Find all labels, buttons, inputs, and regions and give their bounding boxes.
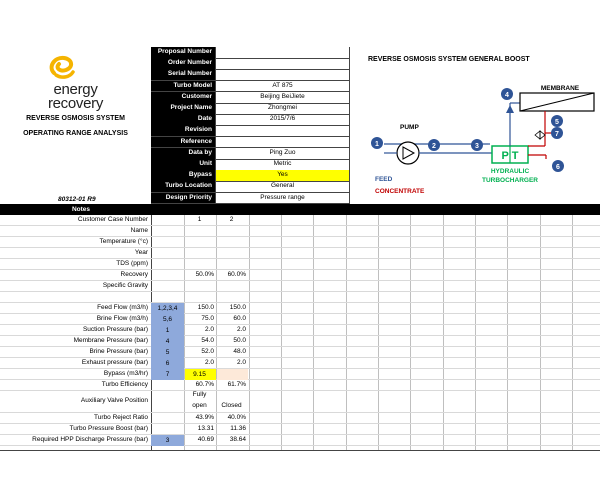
proposal-value[interactable]: Ping Zuo xyxy=(215,148,349,159)
proposal-label: Date xyxy=(151,114,215,125)
grid-line xyxy=(0,390,600,391)
ref-cell: 1 xyxy=(151,325,184,336)
row-label: Temperature (°c) xyxy=(99,238,148,245)
grid-line xyxy=(346,215,347,450)
value-cell[interactable]: 61.7% xyxy=(227,381,246,388)
value-cell[interactable]: 50.0 xyxy=(233,337,246,344)
bypass-flow-case-2[interactable] xyxy=(217,369,248,380)
case-2-value[interactable]: 2 xyxy=(229,216,234,223)
proposal-row xyxy=(151,47,349,59)
node-6-label: 6 xyxy=(556,164,560,171)
proposal-value[interactable]: AT 875 xyxy=(215,81,349,92)
proposal-value[interactable] xyxy=(215,69,349,80)
grid-line xyxy=(0,302,600,303)
turbocharger-label: TURBOCHARGER xyxy=(482,177,538,184)
row-label: Bypass (m3/hr) xyxy=(103,370,148,377)
proposal-label: Turbo Location xyxy=(151,181,215,192)
proposal-row xyxy=(151,193,349,205)
value-cell[interactable]: 60.7% xyxy=(195,381,214,388)
grid-line xyxy=(0,313,600,314)
valve-position-case-1a[interactable]: Fully xyxy=(192,391,207,398)
row-label: Brine Flow (m3/h) xyxy=(96,315,148,322)
case-1-value[interactable]: 1 xyxy=(197,216,202,223)
grid-line xyxy=(410,215,411,450)
ref-cell: 6 xyxy=(151,358,184,369)
grid-line xyxy=(0,269,600,270)
value-cell[interactable]: 60.0 xyxy=(233,315,246,322)
feed-label: FEED xyxy=(375,176,393,183)
node-2-label: 2 xyxy=(432,143,436,150)
value-cell[interactable]: 38.64 xyxy=(229,436,246,443)
ref-cell: 3 xyxy=(151,435,184,446)
grid-line xyxy=(443,215,444,450)
header-left xyxy=(0,47,151,204)
energy-recovery-logo-icon xyxy=(46,55,76,81)
row-label: Recovery xyxy=(120,271,148,278)
row-label: Required HPP Discharge Pressure (bar) xyxy=(32,436,148,443)
valve-position-case-2[interactable]: Closed xyxy=(221,402,242,409)
value-cell[interactable]: 2.0 xyxy=(204,359,214,366)
grid-line xyxy=(0,236,600,237)
value-cell[interactable]: 2.0 xyxy=(204,326,214,333)
ref-cell: 5,6 xyxy=(151,314,184,325)
grid-line xyxy=(0,247,600,248)
proposal-value[interactable]: Pressure range xyxy=(215,193,349,204)
grid-line xyxy=(0,335,600,336)
proposal-row xyxy=(151,103,349,115)
value-cell[interactable]: 48.0 xyxy=(233,348,246,355)
proposal-row xyxy=(151,137,349,149)
grid-line xyxy=(0,423,600,424)
node-1-label: 1 xyxy=(375,141,379,148)
proposal-label: Proposal Number xyxy=(151,47,215,58)
proposal-row xyxy=(151,181,349,193)
row-label: Exhaust pressure (bar) xyxy=(81,359,148,366)
diagram-title: REVERSE OSMOSIS SYSTEM GENERAL BOOST xyxy=(368,56,530,63)
spreadsheet xyxy=(0,47,600,450)
proposal-row xyxy=(151,170,349,182)
recovery-case-2[interactable]: 60.0% xyxy=(227,271,246,278)
concentrate-label: CONCENTRATE xyxy=(375,188,425,195)
row-label: TDS (ppm) xyxy=(116,260,148,267)
proposal-label: Customer xyxy=(151,92,215,103)
pump-label: PUMP xyxy=(400,124,419,131)
grid-line xyxy=(0,258,600,259)
value-cell[interactable]: 11.36 xyxy=(230,425,246,432)
node-7-label: 7 xyxy=(555,131,559,138)
row-label: Turbo Efficiency xyxy=(101,381,148,388)
turbo-pt-label: P T xyxy=(501,150,519,162)
proposal-value[interactable] xyxy=(215,58,349,69)
proposal-label: Serial Number xyxy=(151,69,215,80)
value-cell[interactable]: 52.0 xyxy=(201,348,214,355)
analysis-title: OPERATING RANGE ANALYSIS xyxy=(23,130,128,137)
grid-line xyxy=(0,368,600,369)
hydraulic-label: HYDRAULIC xyxy=(490,168,530,175)
proposal-row xyxy=(151,114,349,126)
grid-line xyxy=(0,412,600,413)
grid-line xyxy=(0,324,600,325)
row-label: Feed Flow (m3/h) xyxy=(97,304,148,311)
sheet-bottom-border xyxy=(0,450,600,451)
value-cell[interactable]: 40.69 xyxy=(197,436,214,443)
grid-line xyxy=(378,215,379,450)
grid-line xyxy=(0,357,600,358)
value-cell[interactable]: 13.31 xyxy=(197,425,214,432)
row-label: Brine Pressure (bar) xyxy=(89,348,148,355)
proposal-value[interactable]: 2015/7/6 xyxy=(215,114,349,125)
grid-line xyxy=(0,346,600,347)
value-cell[interactable]: 2.0 xyxy=(236,359,246,366)
value-cell[interactable]: 150.0 xyxy=(229,304,246,311)
row-label: Suction Pressure (bar) xyxy=(82,326,148,333)
grid-line xyxy=(0,434,600,435)
row-label: Membrane Pressure (bar) xyxy=(73,337,148,344)
data-grid xyxy=(0,215,600,450)
grid-line xyxy=(540,215,541,450)
proposal-value[interactable] xyxy=(215,125,349,136)
proposal-row xyxy=(151,58,349,70)
grid-line xyxy=(0,379,600,380)
logo-line2: recovery xyxy=(47,95,104,112)
row-label: Customer Case Number xyxy=(77,216,148,223)
grid-line xyxy=(0,445,600,446)
arrow-up-icon xyxy=(506,105,514,113)
row-label: Name xyxy=(130,227,148,234)
ro-system-diagram xyxy=(350,47,600,204)
grid-line xyxy=(475,215,476,450)
proposal-label: Reference xyxy=(151,137,215,148)
row-label: Turbo Reject Ratio xyxy=(94,414,148,421)
proposal-row xyxy=(151,81,349,93)
row-label: Year xyxy=(134,249,148,256)
document-number: 80312-01 R9 xyxy=(58,196,96,203)
value-cell[interactable]: 43.9% xyxy=(195,414,214,421)
value-cell[interactable]: 40.0% xyxy=(227,414,246,421)
ref-cell: 7 xyxy=(151,369,184,380)
grid-line xyxy=(507,215,508,450)
proposal-label: Turbo Model xyxy=(151,81,215,92)
ref-cell: 4 xyxy=(151,336,184,347)
grid-line xyxy=(281,215,282,450)
grid-line xyxy=(249,215,250,450)
proposal-value[interactable]: General xyxy=(215,181,349,192)
grid-line xyxy=(0,291,600,292)
logo-line1: energy xyxy=(53,81,98,98)
row-label: Auxiliary Valve Position xyxy=(80,397,148,404)
membrane-label: MEMBRANE xyxy=(540,85,580,92)
valve-position-case-1b[interactable]: open xyxy=(192,402,207,409)
proposal-label: Project Name xyxy=(151,103,215,114)
value-cell[interactable]: 75.0 xyxy=(201,315,214,322)
grid-line xyxy=(572,215,573,450)
row-label: Specific Gravity xyxy=(102,282,148,289)
proposal-label: Bypass xyxy=(151,170,215,181)
notes-bar xyxy=(0,204,600,215)
proposal-row xyxy=(151,125,349,137)
proposal-value[interactable]: Zhongmei xyxy=(215,103,349,114)
node-5-label: 5 xyxy=(555,119,559,126)
grid-line xyxy=(0,225,600,226)
proposal-value[interactable]: Metric xyxy=(215,159,349,170)
row-label: Turbo Pressure Boost (bar) xyxy=(69,425,148,432)
proposal-row xyxy=(151,159,349,171)
value-cell[interactable]: 150.0 xyxy=(197,304,214,311)
pump-icon xyxy=(397,142,419,164)
grid-line xyxy=(313,215,314,450)
process-diagram xyxy=(349,47,600,204)
proposal-label: Order Number xyxy=(151,58,215,69)
proposal-value[interactable] xyxy=(215,47,349,58)
proposal-label: Data by xyxy=(151,148,215,159)
value-cell[interactable]: 2.0 xyxy=(236,326,246,333)
proposal-row xyxy=(151,92,349,104)
proposal-value[interactable] xyxy=(215,137,349,148)
proposal-label: Unit xyxy=(151,159,215,170)
notes-label: Notes xyxy=(71,206,90,213)
ref-cell: 5 xyxy=(151,347,184,358)
valve-icon xyxy=(535,131,540,139)
proposal-row xyxy=(151,69,349,81)
ref-cell: 1,2,3,4 xyxy=(151,303,184,314)
bypass-value[interactable]: Yes xyxy=(215,170,349,181)
system-title: REVERSE OSMOSIS SYSTEM xyxy=(26,115,125,122)
value-cell[interactable]: 54.0 xyxy=(201,337,214,344)
proposal-label: Revision xyxy=(151,125,215,136)
proposal-value[interactable]: Beijing BeiJiete xyxy=(215,92,349,103)
proposal-label: Design Priority xyxy=(151,193,215,204)
proposal-row xyxy=(151,148,349,160)
node-3-label: 3 xyxy=(475,143,479,150)
recovery-case-1[interactable]: 50.0% xyxy=(195,271,214,278)
grid-line xyxy=(0,280,600,281)
bypass-flow-case-1[interactable]: 9.15 xyxy=(185,369,216,380)
node-4-label: 4 xyxy=(505,92,509,99)
